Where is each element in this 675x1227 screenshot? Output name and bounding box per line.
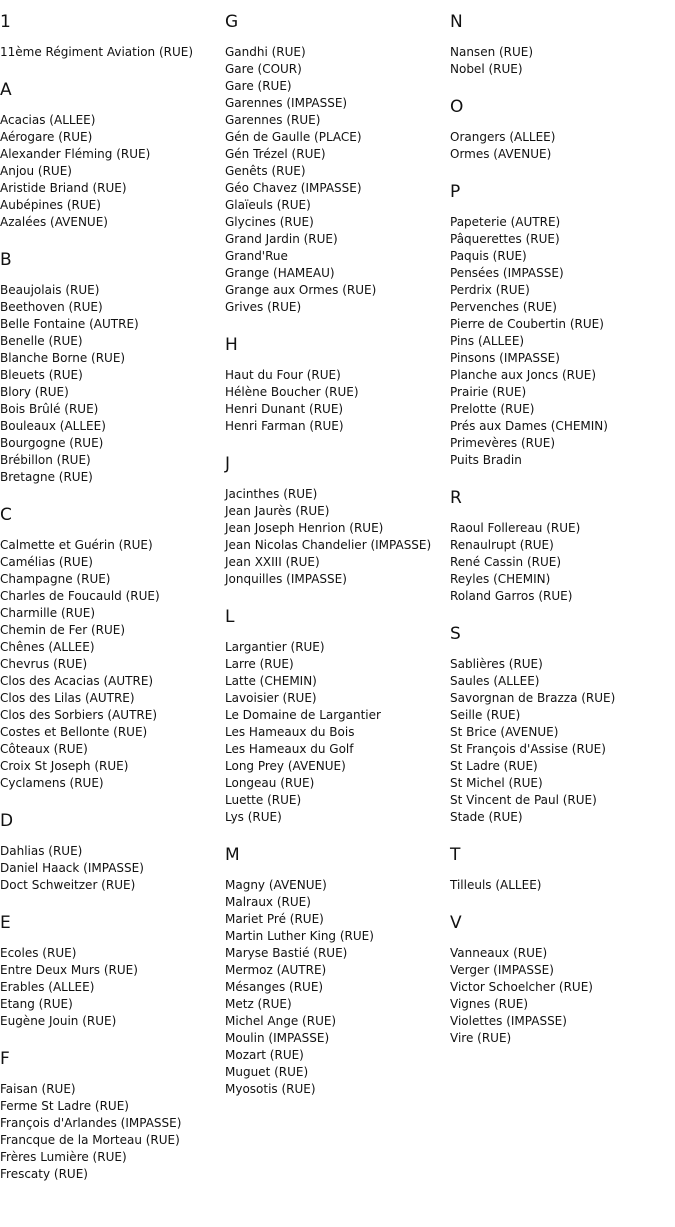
street-item: Le Domaine de Largantier bbox=[225, 708, 381, 722]
street-item: Frescaty (RUE) bbox=[0, 1167, 88, 1181]
street-item: Aérogare (RUE) bbox=[0, 130, 93, 144]
letter-heading: V bbox=[450, 913, 462, 933]
street-item: Beethoven (RUE) bbox=[0, 300, 103, 314]
letter-section bbox=[450, 622, 672, 826]
street-item: Faisan (RUE) bbox=[0, 1082, 76, 1096]
street-item: Prairie (RUE) bbox=[450, 385, 527, 399]
street-item: Erables (ALLEE) bbox=[0, 980, 95, 994]
street-item: Violettes (IMPASSE) bbox=[450, 1014, 567, 1028]
street-item: Maryse Bastié (RUE) bbox=[225, 946, 348, 960]
letter-heading: T bbox=[450, 845, 461, 865]
street-item: Champagne (RUE) bbox=[0, 572, 111, 586]
street-item: Grand'Rue bbox=[225, 249, 288, 263]
street-item: Francque de la Morteau (RUE) bbox=[0, 1133, 180, 1147]
street-item: François d'Arlandes (IMPASSE) bbox=[0, 1116, 182, 1130]
street-item: Etang (RUE) bbox=[0, 997, 73, 1011]
street-item: Gare (RUE) bbox=[225, 79, 292, 93]
street-item: Alexander Fléming (RUE) bbox=[0, 147, 151, 161]
street-item: Gandhi (RUE) bbox=[225, 45, 306, 59]
letter-heading: D bbox=[0, 811, 14, 831]
street-item: Cyclamens (RUE) bbox=[0, 776, 104, 790]
street-item: Luette (RUE) bbox=[225, 793, 302, 807]
street-item: Garennes (IMPASSE) bbox=[225, 96, 348, 110]
street-item: Blory (RUE) bbox=[0, 385, 69, 399]
street-item: Grives (RUE) bbox=[225, 300, 302, 314]
letter-section bbox=[0, 911, 222, 1030]
index-column bbox=[225, 10, 447, 1115]
street-item: Mésanges (RUE) bbox=[225, 980, 324, 994]
street-item: Hélène Boucher (RUE) bbox=[225, 385, 359, 399]
letter-section bbox=[225, 10, 447, 316]
street-item: Henri Dunant (RUE) bbox=[225, 402, 344, 416]
street-item: Anjou (RUE) bbox=[0, 164, 72, 178]
street-item: Puits Bradin bbox=[450, 453, 522, 467]
street-item: Jean Jaurès (RUE) bbox=[225, 504, 330, 518]
street-item: Muguet (RUE) bbox=[225, 1065, 309, 1079]
street-item: Moulin (IMPASSE) bbox=[225, 1031, 330, 1045]
street-item: Bretagne (RUE) bbox=[0, 470, 93, 484]
street-item: Orangers (ALLEE) bbox=[450, 130, 556, 144]
letter-section bbox=[450, 911, 672, 1047]
street-item: Ormes (AVENUE) bbox=[450, 147, 552, 161]
street-item: Azalées (AVENUE) bbox=[0, 215, 108, 229]
street-item: Largantier (RUE) bbox=[225, 640, 325, 654]
letter-heading: H bbox=[225, 335, 238, 355]
street-item: Stade (RUE) bbox=[450, 810, 523, 824]
street-item: Pins (ALLEE) bbox=[450, 334, 525, 348]
street-item: Papeterie (AUTRE) bbox=[450, 215, 561, 229]
street-item: Reyles (CHEMIN) bbox=[450, 572, 551, 586]
street-item: Clos des Lilas (AUTRE) bbox=[0, 691, 135, 705]
street-item: Jean XXIII (RUE) bbox=[225, 555, 320, 569]
street-item: Planche aux Joncs (RUE) bbox=[450, 368, 597, 382]
street-item: Paquis (RUE) bbox=[450, 249, 527, 263]
street-item: Mermoz (AUTRE) bbox=[225, 963, 327, 977]
street-item: Croix St Joseph (RUE) bbox=[0, 759, 129, 773]
street-item: Vire (RUE) bbox=[450, 1031, 512, 1045]
street-item: Perdrix (RUE) bbox=[450, 283, 530, 297]
street-item: St Michel (RUE) bbox=[450, 776, 543, 790]
street-item: Costes et Bellonte (RUE) bbox=[0, 725, 148, 739]
street-item: Pierre de Coubertin (RUE) bbox=[450, 317, 604, 331]
letter-section bbox=[450, 180, 672, 469]
letter-heading: 1 bbox=[0, 12, 11, 32]
street-item: Savorgnan de Brazza (RUE) bbox=[450, 691, 616, 705]
street-item: Ecoles (RUE) bbox=[0, 946, 77, 960]
street-item: Jonquilles (IMPASSE) bbox=[225, 572, 347, 586]
street-item: Malraux (RUE) bbox=[225, 895, 311, 909]
street-item: Genêts (RUE) bbox=[225, 164, 306, 178]
street-item: Les Hameaux du Golf bbox=[225, 742, 354, 756]
index-column bbox=[0, 10, 222, 1200]
street-item: Myosotis (RUE) bbox=[225, 1082, 316, 1096]
street-item: Mozart (RUE) bbox=[225, 1048, 304, 1062]
street-item: Metz (RUE) bbox=[225, 997, 292, 1011]
street-item: Eugène Jouin (RUE) bbox=[0, 1014, 117, 1028]
letter-section bbox=[225, 452, 447, 588]
street-item: Bois Brûlé (RUE) bbox=[0, 402, 99, 416]
letter-section bbox=[450, 10, 672, 78]
street-item: Pervenches (RUE) bbox=[450, 300, 557, 314]
street-item: Larre (RUE) bbox=[225, 657, 294, 671]
street-item: Henri Farman (RUE) bbox=[225, 419, 344, 433]
street-item: René Cassin (RUE) bbox=[450, 555, 562, 569]
street-item: Belle Fontaine (AUTRE) bbox=[0, 317, 139, 331]
street-item: Pensées (IMPASSE) bbox=[450, 266, 564, 280]
street-item: Charmille (RUE) bbox=[0, 606, 96, 620]
street-item: Clos des Sorbiers (AUTRE) bbox=[0, 708, 158, 722]
street-item: Prés aux Dames (CHEMIN) bbox=[450, 419, 608, 433]
street-item: Géo Chavez (IMPASSE) bbox=[225, 181, 362, 195]
street-item: Raoul Follereau (RUE) bbox=[450, 521, 581, 535]
street-item: Nansen (RUE) bbox=[450, 45, 534, 59]
street-item: Martin Luther King (RUE) bbox=[225, 929, 374, 943]
street-item: Renaulrupt (RUE) bbox=[450, 538, 554, 552]
street-item: Lavoisier (RUE) bbox=[225, 691, 317, 705]
letter-heading: A bbox=[0, 80, 12, 100]
street-item: Glaïeuls (RUE) bbox=[225, 198, 311, 212]
street-item: Chênes (ALLEE) bbox=[0, 640, 95, 654]
street-item: Vignes (RUE) bbox=[450, 997, 529, 1011]
street-item: Benelle (RUE) bbox=[0, 334, 83, 348]
street-item: Jacinthes (RUE) bbox=[225, 487, 318, 501]
street-item: Long Prey (AVENUE) bbox=[225, 759, 346, 773]
street-item: Gare (COUR) bbox=[225, 62, 302, 76]
letter-section bbox=[225, 843, 447, 1098]
street-item: Aubépines (RUE) bbox=[0, 198, 101, 212]
street-item: Ferme St Ladre (RUE) bbox=[0, 1099, 129, 1113]
street-item: Bouleaux (ALLEE) bbox=[0, 419, 106, 433]
street-item: Dahlias (RUE) bbox=[0, 844, 83, 858]
street-item: Chemin de Fer (RUE) bbox=[0, 623, 126, 637]
street-item: Michel Ange (RUE) bbox=[225, 1014, 337, 1028]
letter-section bbox=[225, 333, 447, 435]
street-item: St Ladre (RUE) bbox=[450, 759, 538, 773]
street-item: Les Hameaux du Bois bbox=[225, 725, 355, 739]
street-item: Vanneaux (RUE) bbox=[450, 946, 548, 960]
street-item: Victor Schoelcher (RUE) bbox=[450, 980, 593, 994]
street-item: Clos des Acacias (AUTRE) bbox=[0, 674, 154, 688]
street-item: Charles de Foucauld (RUE) bbox=[0, 589, 160, 603]
letter-section bbox=[0, 809, 222, 894]
street-item: Lys (RUE) bbox=[225, 810, 282, 824]
street-item: Beaujolais (RUE) bbox=[0, 283, 100, 297]
street-item: Aristide Briand (RUE) bbox=[0, 181, 127, 195]
street-item: Jean Joseph Henrion (RUE) bbox=[225, 521, 384, 535]
street-item: 11ème Régiment Aviation (RUE) bbox=[0, 45, 194, 59]
street-item: Grange aux Ormes (RUE) bbox=[225, 283, 377, 297]
street-item: Latte (CHEMIN) bbox=[225, 674, 317, 688]
street-item: Frères Lumière (RUE) bbox=[0, 1150, 127, 1164]
street-item: Nobel (RUE) bbox=[450, 62, 523, 76]
street-item: Bourgogne (RUE) bbox=[0, 436, 104, 450]
street-item: Grange (HAMEAU) bbox=[225, 266, 335, 280]
letter-section bbox=[0, 78, 222, 231]
street-item: Garennes (RUE) bbox=[225, 113, 321, 127]
street-item: Doct Schweitzer (RUE) bbox=[0, 878, 136, 892]
street-item: Mariet Pré (RUE) bbox=[225, 912, 324, 926]
street-item: Acacias (ALLEE) bbox=[0, 113, 96, 127]
letter-section bbox=[0, 503, 222, 792]
letter-heading: G bbox=[225, 12, 239, 32]
letter-heading: N bbox=[450, 12, 463, 32]
index-column bbox=[450, 10, 672, 1064]
street-item: Primevères (RUE) bbox=[450, 436, 556, 450]
letter-section bbox=[450, 95, 672, 163]
street-item: Jean Nicolas Chandelier (IMPASSE) bbox=[225, 538, 432, 552]
street-item: Tilleuls (ALLEE) bbox=[450, 878, 542, 892]
street-item: Glycines (RUE) bbox=[225, 215, 314, 229]
street-item: Sablières (RUE) bbox=[450, 657, 543, 671]
letter-heading: J bbox=[225, 454, 231, 474]
letter-heading: E bbox=[0, 913, 11, 933]
street-item: Longeau (RUE) bbox=[225, 776, 315, 790]
letter-heading: P bbox=[450, 182, 461, 202]
letter-heading: O bbox=[450, 97, 464, 117]
letter-heading: R bbox=[450, 488, 462, 508]
street-item: Bleuets (RUE) bbox=[0, 368, 83, 382]
street-item: Camélias (RUE) bbox=[0, 555, 93, 569]
street-item: Brébillon (RUE) bbox=[0, 453, 91, 467]
street-item: Prelotte (RUE) bbox=[450, 402, 535, 416]
street-item: Gén de Gaulle (PLACE) bbox=[225, 130, 362, 144]
letter-section bbox=[0, 248, 222, 486]
letter-heading: M bbox=[225, 845, 240, 865]
street-item: St Vincent de Paul (RUE) bbox=[450, 793, 597, 807]
letter-section bbox=[225, 605, 447, 826]
street-item: Haut du Four (RUE) bbox=[225, 368, 341, 382]
street-item: Côteaux (RUE) bbox=[0, 742, 88, 756]
street-item: St Brice (AVENUE) bbox=[450, 725, 559, 739]
street-item: Roland Garros (RUE) bbox=[450, 589, 573, 603]
street-item: Pâquerettes (RUE) bbox=[450, 232, 560, 246]
letter-heading: S bbox=[450, 624, 461, 644]
street-item: Blanche Borne (RUE) bbox=[0, 351, 126, 365]
street-item: Gén Trézel (RUE) bbox=[225, 147, 326, 161]
street-item: Calmette et Guérin (RUE) bbox=[0, 538, 153, 552]
street-item: Saules (ALLEE) bbox=[450, 674, 540, 688]
letter-heading: C bbox=[0, 505, 12, 525]
letter-section bbox=[450, 486, 672, 605]
street-item: Daniel Haack (IMPASSE) bbox=[0, 861, 144, 875]
letter-section bbox=[0, 1047, 222, 1183]
letter-heading: L bbox=[225, 607, 235, 627]
street-item: Seille (RUE) bbox=[450, 708, 521, 722]
letter-section bbox=[450, 843, 672, 894]
street-item: Entre Deux Murs (RUE) bbox=[0, 963, 138, 977]
street-item: Chevrus (RUE) bbox=[0, 657, 88, 671]
street-item: Magny (AVENUE) bbox=[225, 878, 327, 892]
street-item: Grand Jardin (RUE) bbox=[225, 232, 338, 246]
letter-heading: F bbox=[0, 1049, 10, 1069]
letter-heading: B bbox=[0, 250, 12, 270]
street-item: Pinsons (IMPASSE) bbox=[450, 351, 560, 365]
letter-section bbox=[0, 10, 222, 61]
street-item: St François d'Assise (RUE) bbox=[450, 742, 606, 756]
street-item: Verger (IMPASSE) bbox=[450, 963, 554, 977]
